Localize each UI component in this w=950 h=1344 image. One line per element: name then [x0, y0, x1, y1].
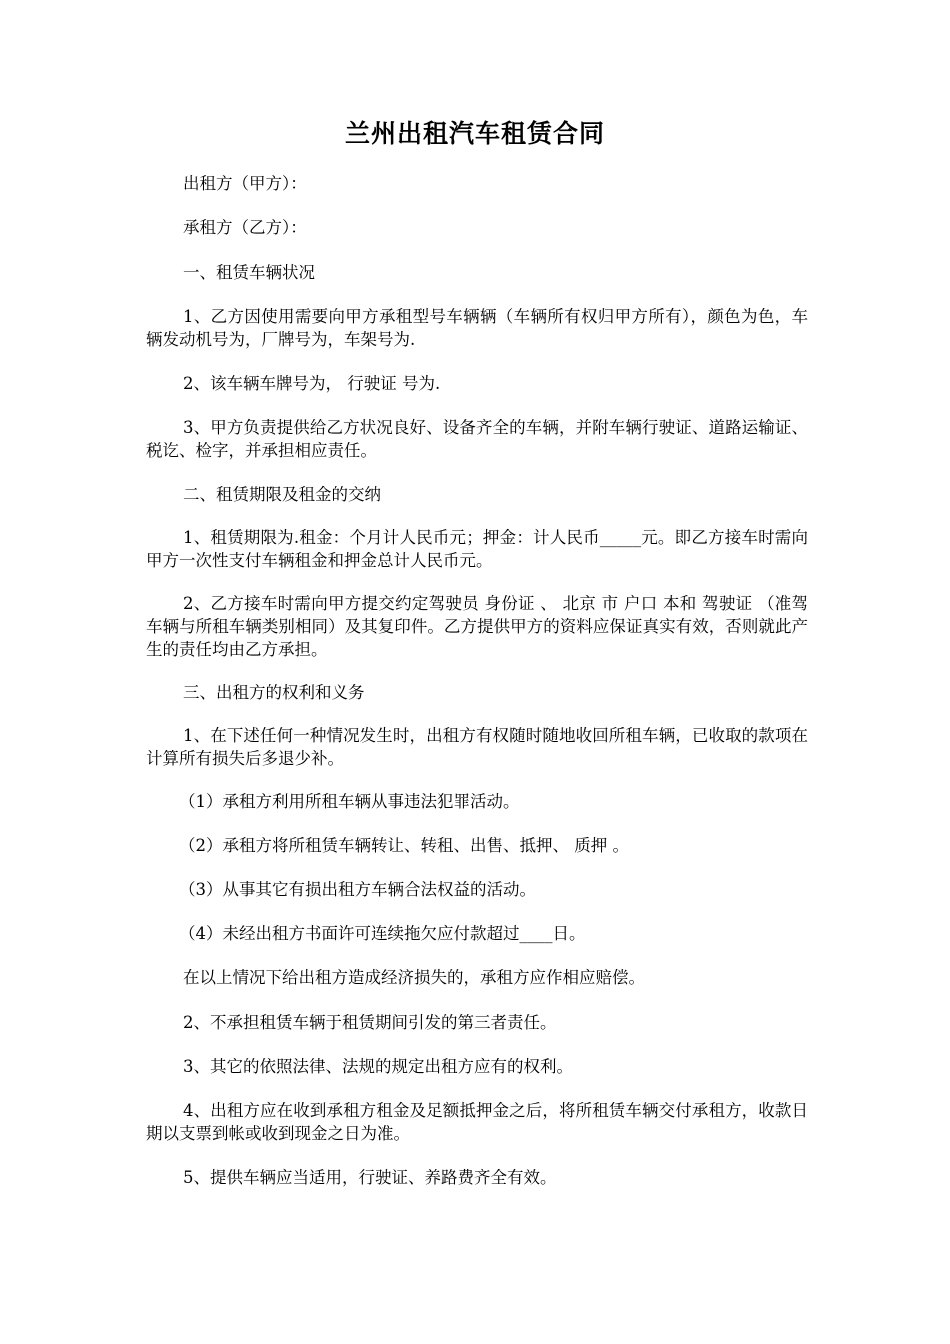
clause-3-3: 3、其它的依照法律、法规的规定出租方应有的权利。 — [183, 1057, 573, 1076]
clause-3-1-note: 在以上情况下给出租方造成经济损失的，承租方应作相应赔偿。 — [183, 968, 645, 987]
clause-3-1-item-1: （1）承租方利用所租车辆从事违法犯罪活动。 — [179, 792, 520, 811]
clause-3-1: 1、在下述任何一种情况发生时，出租方有权随时随地收回所租车辆，已收取的款项在计算所有损失后多退少补。 — [146, 726, 808, 768]
lessee-line: 承租方（乙方）： — [183, 218, 307, 237]
document-title: 兰州出租汽车租赁合同 — [344, 119, 605, 148]
clause-2-2: 2、乙方接车时需向甲方提交约定驾驶员 身份证 、 北京 市 户口 本和 驾驶证 （准驾车辆与所租车辆类别相同）及其复印件。乙方提供甲方的资料应保证真实有效，否则就此产生的责任均由乙方承担。 — [146, 594, 808, 659]
clause-3-5: 5、提供车辆应当适用，行驶证、养路费齐全有效。 — [183, 1168, 557, 1187]
section-heading-3: 三、出租方的权利和义务 — [183, 683, 365, 702]
clause-3-1-item-3: （3）从事其它有损出租方车辆合法权益的活动。 — [179, 880, 536, 899]
clause-3-1-item-2: （2）承租方将所租赁车辆转让、转租、出售、抵押、 质押 。 — [179, 836, 629, 855]
lessor-line: 出租方（甲方）： — [183, 174, 307, 193]
clause-1-2: 2、该车辆车牌号为， 行驶证 号为. — [183, 374, 441, 393]
clause-1-3: 3、甲方负责提供给乙方状况良好、设备齐全的车辆，并附车辆行驶证、道路运输证、税讫、检字，并承担相应责任。 — [146, 418, 808, 460]
clause-3-4: 4、出租方应在收到承租方租金及足额抵押金之后，将所租赁车辆交付承租方，收款日期以支票到帐或收到现金之日为准。 — [146, 1101, 808, 1143]
clause-2-1: 1、租赁期限为.租金：个月计人民币元；押金：计人民币_____元。即乙方接车时需向甲方一次性支付车辆租金和押金总计人民币元。 — [146, 528, 808, 570]
clause-3-1-item-4: （4）未经出租方书面许可连续拖欠应付款超过____日。 — [179, 924, 586, 943]
clause-3-2: 2、不承担租赁车辆于租赁期间引发的第三者责任。 — [183, 1013, 557, 1032]
section-heading-2: 二、租赁期限及租金的交纳 — [183, 485, 381, 504]
clause-1-1: 1、乙方因使用需要向甲方承租型号车辆辆（车辆所有权归甲方所有），颜色为色，车辆发动机号为，厂牌号为，车架号为. — [146, 307, 808, 349]
section-heading-1: 一、租赁车辆状况 — [183, 263, 315, 282]
